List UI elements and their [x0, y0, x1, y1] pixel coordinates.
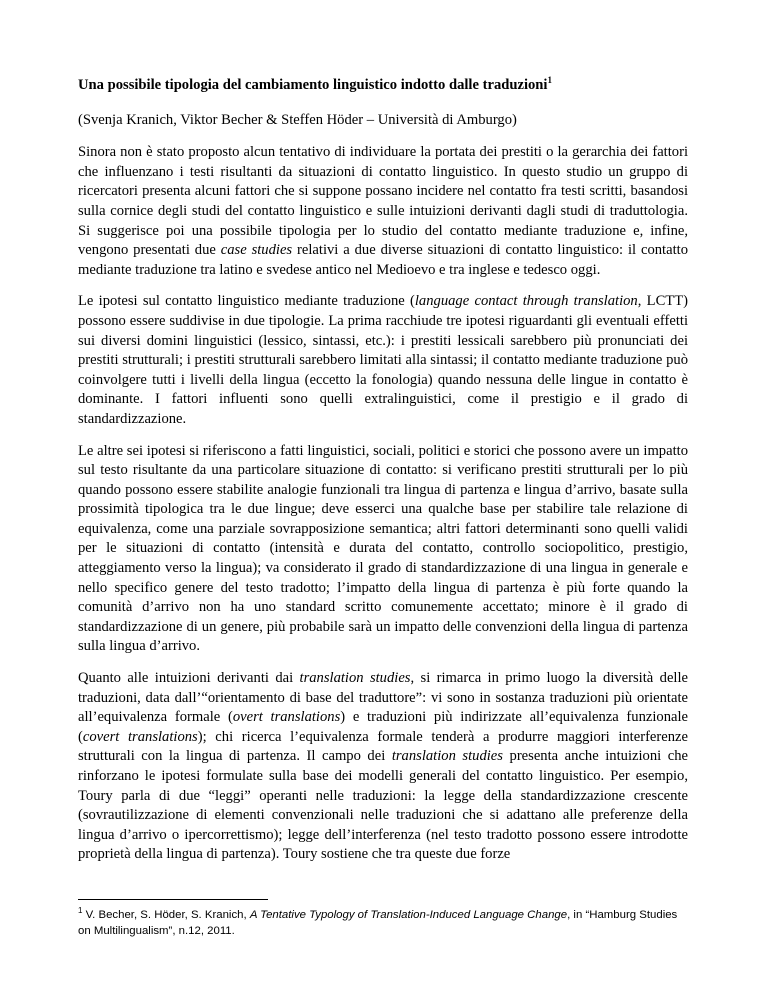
p4-text-d: ); chi ricerca l’equivalenza formale tenderà a produrre maggiori interferenze strutturali con la lingua di partenza. Il campo dei — [78, 728, 688, 765]
footnote-text-a: V. Becher, S. Höder, S. Kranich, — [82, 909, 250, 921]
paragraph-1 — [78, 143, 688, 280]
footnote — [78, 907, 688, 939]
p4-text-b: , si rimarca in primo luogo la diversità delle traduzioni, data dall’“orientamento di base del traduttore”: vi sono in sostanza traduzioni più orientate all’equivalenza formale ( — [78, 670, 689, 726]
footnote-divider — [78, 899, 268, 900]
p4-text-e: presenta anche intuizioni che rinforzano le ipotesi formulate sulla base dei modelli generali del contatto linguistico. Per esempio, Toury parla di due “leggi” operanti nelle traduzioni: la legge della standardizzazione crescente (sovrautilizzazione di elementi convenzionali nelle traduzioni che si adattano alle preferenze della lingua d’arrivo o ipercorrettismo); legge dell’interferenza (nel testo tradotto possono essere introdotte proprietà della lingua di partenza). Toury sostiene che tra queste due forze — [78, 748, 688, 863]
authors-line: (Svenja Kranich, Viktor Becher & Steffen Höder – Università di Amburgo) — [78, 111, 517, 128]
p4-emphasis-1: translation studies — [299, 670, 411, 687]
p4-emphasis-2: overt translations — [232, 709, 341, 726]
p4-text-a: Quanto alle intuizioni derivanti dai — [78, 670, 300, 687]
p1-emphasis: case studies — [220, 242, 293, 259]
p4-text-c: ) e traduzioni più indirizzate all’equivalenza funzionale ( — [78, 709, 689, 745]
paragraph-2 — [78, 292, 688, 429]
footnote-text-b: , in “Hamburg Studies on Multilingualism”, n.12, 2011. — [78, 909, 678, 937]
document-body — [78, 76, 688, 877]
p4-emphasis-4: translation studies — [391, 748, 503, 765]
p1-text: Sinora non è stato proposto alcun tentativo di individuare la portata dei prestiti o la gerarchia dei fattori che influenzano i testi risultanti da situazioni di contatto linguistico. In questo studio un gruppo di ricercatori presenta alcuni fattori che si suppone possano incidere nel contatto fra testi scritti, basandosi sulla cornice degli studi del contatto linguistico e sulle intuizioni derivanti dagli studi di traduttologia. Si suggerisce poi una possibile tipologia per lo studio del contatto mediante traduzione e, infine, vengono presentati due — [78, 144, 688, 259]
document-title — [78, 76, 688, 96]
p1-text-end: relativi a due diverse situazioni di contatto linguistico: il contatto mediante traduzione tra latino e svedese antico nel Medioevo e tra inglese e tedesco oggi. — [78, 242, 688, 278]
title-footnote-marker[interactable]: 1 — [547, 75, 552, 86]
p2-text-b: , LCTT) possono essere suddivise in due tipologie. La prima racchiude tre ipotesi riguardanti gli eventuali effetti sui diversi domini linguistici (lessico, sintassi, etc.): i prestiti lessicali sarebbero più pronunciati dei prestiti strutturali; i prestiti strutturali sarebbero limitati alla sintassi; il contatto mediante traduzione può coinvolgere tutti i livelli della lingua (eccetto la fonologia) quando nessuna delle lingue in contatto è dominante. I fattori influenti sono quelli extralinguistici, come il prestigio e il grado di standardizzazione. — [78, 293, 689, 427]
footnote-title: A Tentative Typology of Translation-Induced Language Change — [249, 909, 568, 921]
paragraph-4 — [78, 669, 688, 865]
p2-text-a: Le ipotesi sul contatto linguistico mediante traduzione ( — [78, 293, 415, 310]
p4-emphasis-3: covert translations — [82, 728, 198, 745]
p2-emphasis: language contact through translation — [414, 293, 638, 310]
footnote-number: 1 — [78, 906, 83, 916]
title-text: Una possibile tipologia del cambiamento linguistico indotto dalle traduzioni — [78, 77, 548, 93]
paragraph-3: Le altre sei ipotesi si riferiscono a fatti linguistici, sociali, politici e storici che possono avere un impatto sul testo risultante da una particolare situazione di contatto: si verificano prestiti strutturali per lo più quando possono essere stabilite analogie funzionali tra lingua di partenza e lingua d’arrivo, basate sulla prossimità tipologica tra le due lingue; deve esserci una qualche base per stabilire tale relazione di equivalenza, come una parziale sovrapposizione semantica; altri fattori determinanti sono quelli validi per le situazioni di contatto (intensità e durata del contatto, controllo sociopolitico, prestigio, atteggiamento verso la lingua); va considerato il grado di standardizzazione di una lingua in generale e nello specifico genere del testo tradotto; l’impatto della lingua di partenza è più forte quando la comunità d’arrivo non ha uno standard scritto comunemente accettato; minore è il grado di standardizzazione di un genere, più probabile sarà un impatto delle convenzioni della lingua di partenza sulla lingua d’arrivo. — [78, 442, 688, 655]
